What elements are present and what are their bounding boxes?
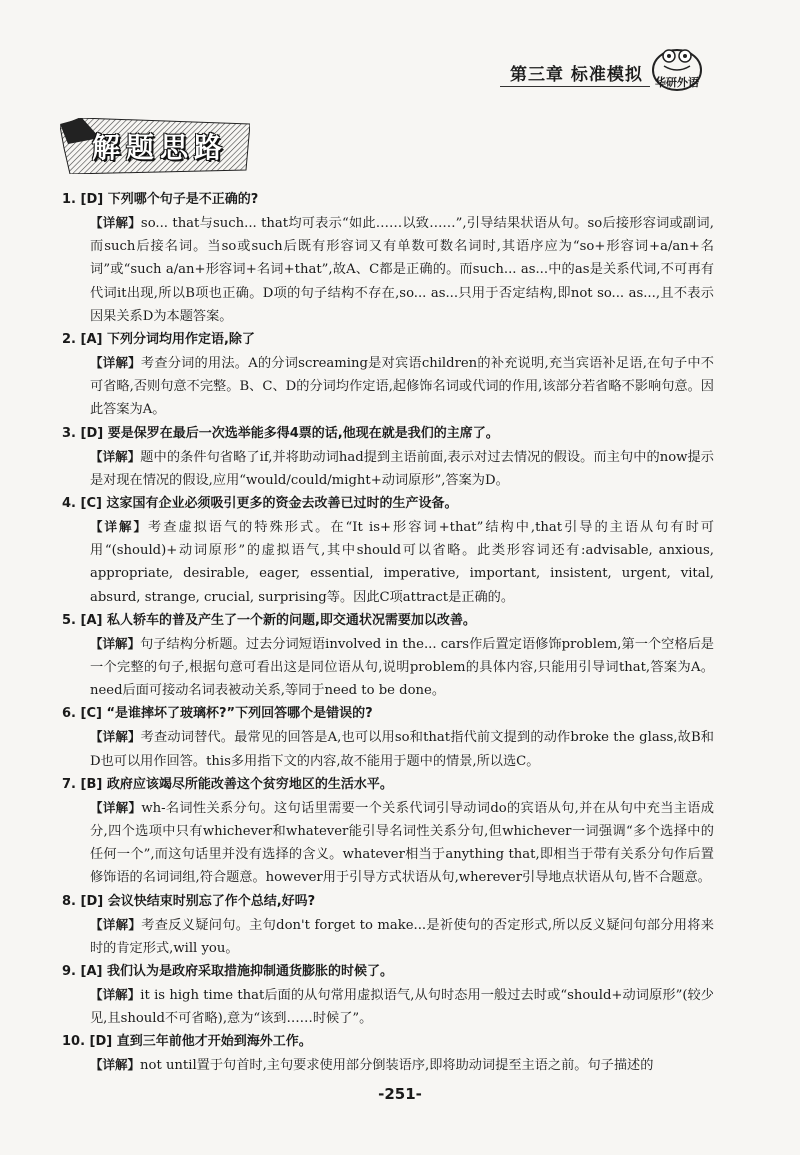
explanation	[62, 983, 714, 1030]
header-rule	[500, 86, 650, 87]
explanation-tag: 【详解】	[90, 916, 142, 932]
question-item	[62, 610, 714, 703]
explanation-tag: 【详解】	[90, 799, 142, 815]
explanation-text: wh-名词性关系分句。这句话里需要一个关系代词引导动词do的宾语从句,并在从句中充当主语成分,四个选项中只有whichever和whatever能引导名词性关系分句,但whichever一词强调“多个选择中的任何一个”,而这句话里并没有选择的含义。whatever相当于anything that,即相当于带有关系分句作后置修饰语的名词词组,符合题意。however用于引导方式状语从句,wherever引导地点状语从句,皆不合题意。	[90, 800, 714, 886]
question-heading: 1. [D] 下列哪个句子是不正确的?	[62, 192, 259, 207]
page-header	[0, 0, 800, 100]
explanation	[62, 515, 714, 609]
question-heading: 7. [B] 政府应该竭尽所能改善这个贫穷地区的生活水平。	[62, 776, 393, 792]
question-heading: 5. [A] 私人轿车的普及产生了一个新的问题,即交通状况需要加以改善。	[62, 612, 476, 628]
question-heading: 10. [D] 直到三年前他才开始到海外工作。	[62, 1034, 312, 1050]
question-item	[62, 891, 714, 960]
question-heading: 4. [C] 这家国有企业必须吸引更多的资金去改善已过时的生产设备。	[62, 496, 458, 512]
explanation-tag: 【详解】	[90, 215, 141, 230]
question-heading: 2. [A] 下列分词均用作定语,除了	[62, 332, 255, 348]
explanation	[62, 913, 714, 960]
explanation-text: 考查分词的用法。A的分词screaming是对宾语children的补充说明,充当宾语补足语,在句子中不可省略,否则句意不完整。B、C、D的分词均作定语,起修饰名词或代词的作用,该部分若省略不影响句意。因此答案为A。	[90, 356, 714, 418]
explanation	[62, 725, 714, 772]
explanation	[62, 1053, 714, 1077]
explanation-text: 考查虚拟语气的特殊形式。在“It is+形容词+that”结构中,that引导的主语从句有时可用“(should)+动词原形”的虚拟语气,其中should可以省略。此类形容词还有:advisable, anxious, appropriate, desirable, eager, essential, imperative, important, insistent, urgent, vital, absurd, strange, crucial, surprising等。因此C项attract是正确的。	[90, 520, 714, 605]
explanation-text: so... that与such... that均可表示“如此……以致……”,引导结果状语从句。so后接形容词或副词,而such后接名词。当so或such后既有形容词又有单数可数名词时,其语序应为“so+形容词+a/an+名词”或“such a/an+形容词+名词+that”,故A、C都是正确的。而such... as...中的as是关系代词,不可再有代词it出现,所以B项也正确。D项的句子结构不存在,so... as...只用于否定结构,即not so... as...,且不表示因果关系D为本题答案。	[90, 216, 714, 324]
question-item	[62, 493, 714, 609]
page-number: -251-	[378, 1085, 422, 1103]
explanation-tag: 【详解】	[90, 635, 141, 651]
question-heading: 9. [A] 我们认为是政府采取措施抑制通货膨胀的时候了。	[62, 964, 393, 980]
explanation-text: 句子结构分析题。过去分词短语involved in the... cars作后置定语修饰problem,第一个空格后是一个完整的句子,根据句意可看出这是同位语从句,说明problem的具体内容,只能用引导词that,答案为A。need后面可接动名词表被动关系,等同于need to be done。	[90, 636, 714, 699]
explanation	[62, 632, 714, 703]
explanation-text: 题中的条件句省略了if,并将助动词had提到主语前面,表示对过去情况的假设。而主句中的now提示是对现在情况的假设,应用“would/could/might+动词原形”,答案为D。	[90, 449, 714, 488]
explanation	[62, 796, 714, 890]
question-item	[62, 961, 714, 1030]
chapter-title: 第三章 标准模拟	[510, 65, 643, 85]
section-title: 解题思路	[91, 131, 228, 164]
explanation-tag: 【详解】	[90, 448, 141, 464]
question-item	[62, 423, 714, 492]
explanation	[62, 211, 714, 328]
answer-explanations	[62, 188, 714, 1078]
question-heading: 8. [D] 会议快结束时别忘了作个总结,好吗?	[62, 893, 316, 909]
question-item	[62, 774, 714, 890]
question-heading: 6. [C] “是谁摔坏了玻璃杯?”下列回答哪个是错误的?	[62, 706, 373, 722]
explanation	[62, 445, 714, 492]
explanation-tag: 【详解】	[90, 729, 141, 745]
explanation-tag: 【详解】	[90, 1057, 141, 1073]
question-item	[62, 189, 714, 328]
question-heading: 3. [D] 要是保罗在最后一次选举能多得4票的话,他现在就是我们的主席了。	[62, 425, 499, 441]
explanation-tag: 【详解】	[90, 987, 141, 1003]
explanation-tag: 【详解】	[90, 519, 149, 535]
logo-text: 华研外语	[655, 76, 699, 89]
explanation-tag: 【详解】	[90, 355, 141, 371]
question-item	[62, 703, 714, 772]
explanation-text: it is high time that后面的从句常用虚拟语气,从句时态用一般过去时或“should+动词原形”(较少见,且should不可省略),意为“该到……时候了”。	[90, 988, 714, 1027]
explanation	[62, 351, 714, 422]
explanation-text: 考查反义疑问句。主句don't forget to make...是祈使句的否定形式,所以反义疑问句部分用将来时的肯定形式,will you。	[90, 917, 714, 956]
question-item	[62, 329, 714, 422]
explanation-text: 考查动词替代。最常见的回答是A,也可以用so和that指代前文提到的动作broke the glass,故B和D也可以用作回答。this多用指下文的内容,故不能用于题中的情景,所以选C。	[90, 730, 714, 769]
explanation-text: not until置于句首时,主句要求使用部分倒装语序,即将助动词提至主语之前。句子描述的	[140, 1058, 654, 1074]
question-item	[62, 1031, 714, 1077]
section-banner	[60, 118, 250, 174]
